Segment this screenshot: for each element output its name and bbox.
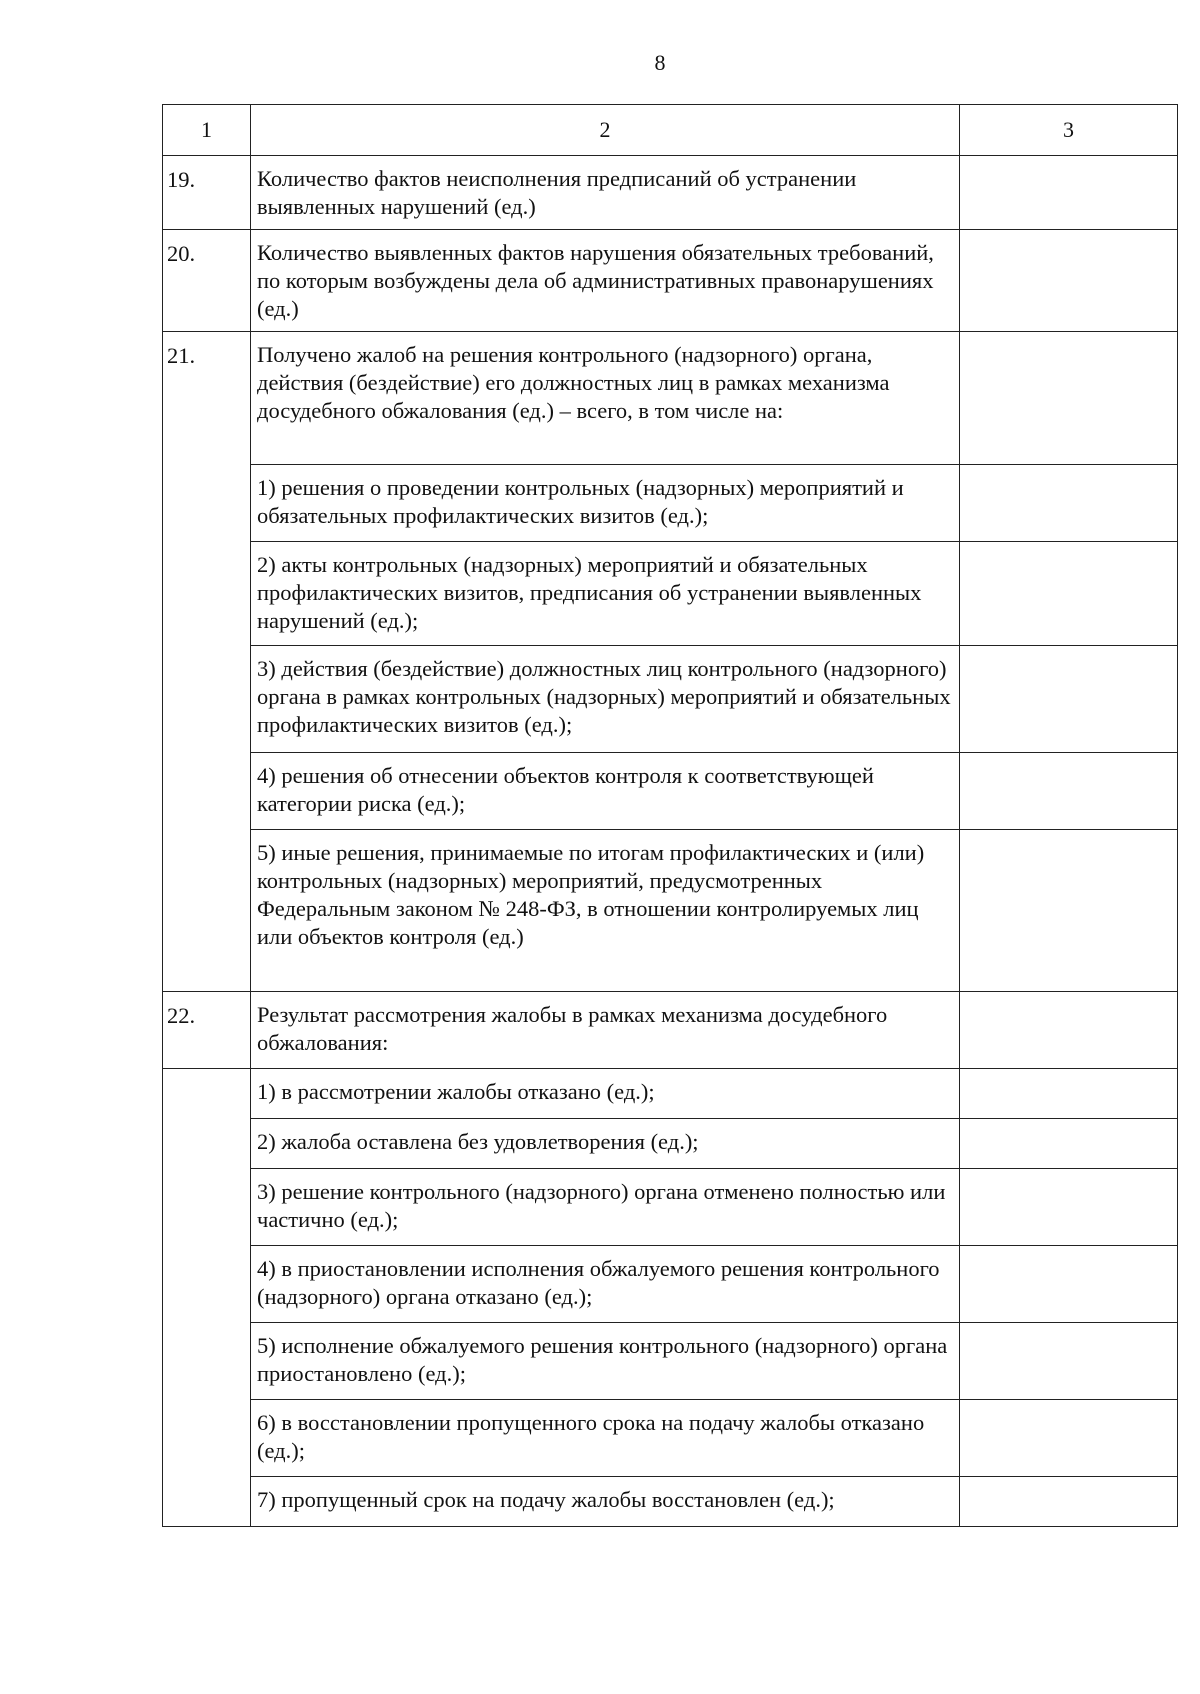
row-text: 6) в восстановлении пропущенного срока на подачу жалобы отказано (ед.);	[251, 1400, 960, 1477]
table-row	[163, 753, 1178, 830]
column-header-3: 3	[960, 105, 1178, 156]
row-value	[960, 332, 1178, 465]
row-value	[960, 992, 1178, 1069]
row-value	[960, 1400, 1178, 1477]
row-text: Количество выявленных фактов нарушения обязательных требований, по которым возбуждены дела об административных правонарушениях (ед.)	[251, 230, 960, 332]
row-text: 2) акты контрольных (надзорных) мероприятий и обязательных профилактических визитов, предписания об устранении выявленных нарушений (ед.);	[251, 542, 960, 646]
row-value	[960, 1246, 1178, 1323]
table-header-row	[163, 105, 1178, 156]
row-text: 5) исполнение обжалуемого решения контрольного (надзорного) органа приостановлено (ед.);	[251, 1323, 960, 1400]
row-value	[960, 830, 1178, 992]
table-row	[163, 830, 1178, 992]
row-value	[960, 1323, 1178, 1400]
row-text: Результат рассмотрения жалобы в рамках механизма досудебного обжалования:	[251, 992, 960, 1069]
table-row	[163, 992, 1178, 1069]
row-value	[960, 1477, 1178, 1527]
table-row	[163, 230, 1178, 332]
row-text: 3) решение контрольного (надзорного) органа отменено полностью или частично (ед.);	[251, 1169, 960, 1246]
row-value	[960, 1119, 1178, 1169]
page-number: 8	[654, 50, 666, 75]
table-row	[163, 1169, 1178, 1246]
row-number	[163, 1069, 251, 1527]
row-number: 21.	[163, 332, 251, 992]
table-row	[163, 1323, 1178, 1400]
row-text: Количество фактов неисполнения предписаний об устранении выявленных нарушений (ед.)	[251, 156, 960, 230]
table-row	[163, 1400, 1178, 1477]
row-text: 2) жалоба оставлена без удовлетворения (ед.);	[251, 1119, 960, 1169]
row-text: 4) решения об отнесении объектов контроля к соответствующей категории риска (ед.);	[251, 753, 960, 830]
row-value	[960, 542, 1178, 646]
column-header-1: 1	[163, 105, 251, 156]
row-number: 22.	[163, 992, 251, 1069]
row-value	[960, 753, 1178, 830]
table-row	[163, 542, 1178, 646]
table-row	[163, 1246, 1178, 1323]
row-value	[960, 465, 1178, 542]
row-value	[960, 156, 1178, 230]
row-text: 1) решения о проведении контрольных (надзорных) мероприятий и обязательных профилактических визитов (ед.);	[251, 465, 960, 542]
row-text: 1) в рассмотрении жалобы отказано (ед.);	[251, 1069, 960, 1119]
row-value	[960, 230, 1178, 332]
table-row	[163, 1477, 1178, 1527]
row-text: Получено жалоб на решения контрольного (надзорного) органа, действия (бездействие) его должностных лиц в рамках механизма досудебного обжалования (ед.) – всего, в том числе на:	[251, 332, 960, 465]
row-text: 5) иные решения, принимаемые по итогам профилактических и (или) контрольных (надзорных) мероприятий, предусмотренных Федеральным законом № 248-ФЗ, в отношении контролируемых лиц или объектов контроля (ед.)	[251, 830, 960, 992]
row-value	[960, 1169, 1178, 1246]
row-number: 20.	[163, 230, 251, 332]
row-text: 3) действия (бездействие) должностных лиц контрольного (надзорного) органа в рамках контрольных (надзорных) мероприятий и обязательных профилактических визитов (ед.);	[251, 646, 960, 753]
table-row	[163, 646, 1178, 753]
row-number: 19.	[163, 156, 251, 230]
report-table	[162, 104, 1178, 1527]
row-value	[960, 646, 1178, 753]
table-row	[163, 1069, 1178, 1119]
row-text: 4) в приостановлении исполнения обжалуемого решения контрольного (надзорного) органа отказано (ед.);	[251, 1246, 960, 1323]
table-row	[163, 156, 1178, 230]
table-row	[163, 332, 1178, 465]
table-row	[163, 1119, 1178, 1169]
row-text: 7) пропущенный срок на подачу жалобы восстановлен (ед.);	[251, 1477, 960, 1527]
column-header-2: 2	[251, 105, 960, 156]
row-value	[960, 1069, 1178, 1119]
table-row	[163, 465, 1178, 542]
